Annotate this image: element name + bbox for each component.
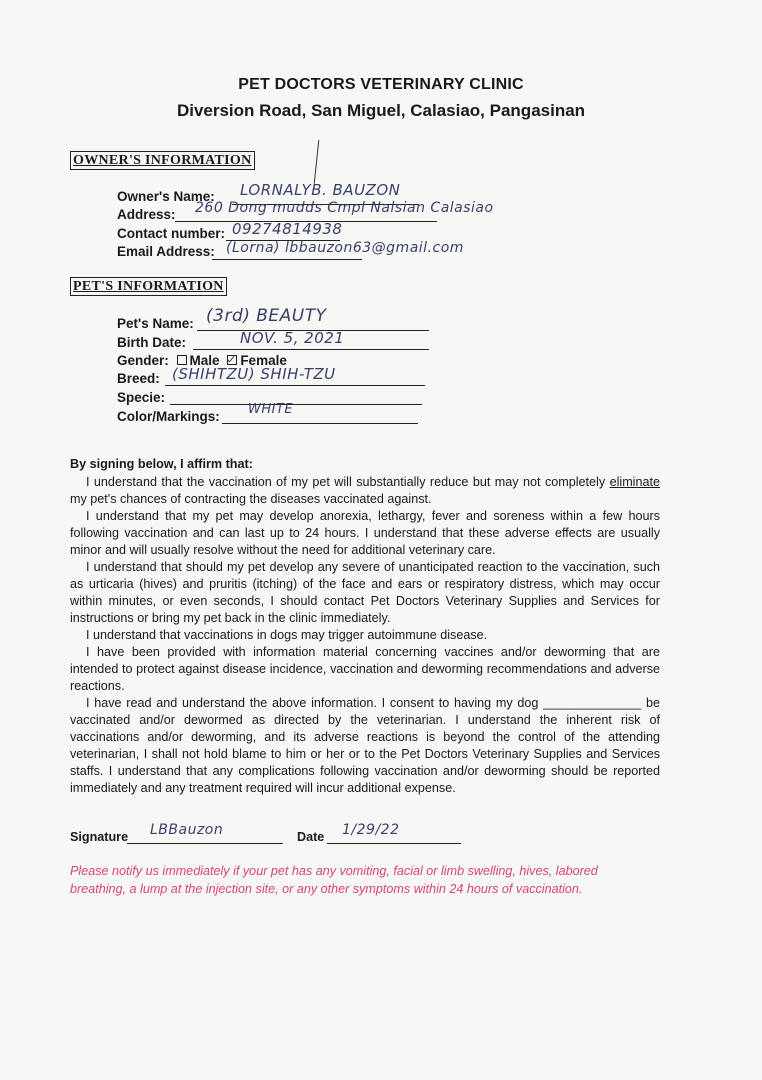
- email-value[interactable]: (Lorna) lbbauzon63@gmail.com: [226, 240, 464, 256]
- signature-label: Signature: [70, 830, 129, 844]
- consent-p1-text: I understand that the vaccination of my pet will substantially reduce but may not completely: [86, 475, 610, 489]
- pet-section-title: PET'S INFORMATION: [70, 277, 227, 296]
- consent-p6-text: I have read and understand the above information. I consent to having my dog: [86, 696, 544, 710]
- notice-text: Please notify us immediately if your pet has any vomiting, facial or limb swelling, hives, labored breathing, a lump at the injection site, or any other symptoms within 24 hours of vaccination.: [70, 864, 598, 896]
- contact-value[interactable]: 09274814938: [232, 220, 343, 238]
- specie-label: Specie:: [117, 390, 166, 405]
- dog-name-blank[interactable]: ______________: [543, 696, 642, 710]
- gender-female-label: Female: [240, 353, 287, 368]
- address-label: Address:: [117, 207, 176, 222]
- consent-p6-text-end: be vaccinated and/or dewormed as directed by the veterinarian. I understand the inherent risk of vaccinations and/or deworming, and its adverse reactions is beyond the control of the attending veterinarian, I shall not hold blame to him or her or to the Pet Doctors Veterinary Supplies and Services staffs. I understand that any complications following vaccination and/or deworming should be reported immediately and any treatment required will incur additional expense.: [70, 696, 660, 795]
- color-markings-line: [222, 423, 418, 424]
- breed-label: Breed:: [117, 371, 160, 386]
- birth-date-label: Birth Date:: [117, 335, 187, 350]
- date-line: [327, 843, 461, 844]
- color-markings-label: Color/Markings:: [117, 409, 220, 424]
- date-value[interactable]: 1/29/22: [342, 822, 400, 838]
- signature-line: [127, 843, 283, 844]
- gender-male-checkbox[interactable]: [177, 355, 187, 365]
- breed-value[interactable]: (SHIHTZU) SHIH-TZU: [172, 365, 336, 383]
- pet-name-label: Pet's Name:: [117, 316, 194, 331]
- pet-name-value[interactable]: (3rd) BEAUTY: [206, 306, 327, 326]
- consent-paragraph-3: I understand that should my pet develop any severe of unanticipated reaction to the vaccination, such as urticaria (hives) and pruritis (itching) of the face and ears or respiratory distress, which may occur within minutes, or even seconds, I should contact Pet Doctors Veterinary Supplies and Services for instructions or bring my pet back in the clinic immediately.: [70, 560, 660, 625]
- consent-paragraph-4: I understand that vaccinations in dogs may trigger autoimmune disease.: [86, 628, 488, 642]
- consent-paragraph-2: I understand that my pet may develop anorexia, lethargy, fever and soreness within a few hours following vaccination and can last up to 24 hours. I understand that these adverse effects are usually minor and will usually resolve without the need for additional veterinary care.: [70, 509, 660, 557]
- consent-paragraph-5: I have been provided with information material concerning vaccines and/or deworming that are intended to protect against disease incidence, vaccination and deworming recommendations and adverse reactions.: [70, 645, 660, 693]
- clinic-address: Diversion Road, San Miguel, Calasiao, Pangasinan: [176, 101, 586, 120]
- email-label: Email Address:: [117, 244, 215, 259]
- owner-name-label: Owner's Name:: [117, 189, 215, 204]
- birth-date-line: [193, 349, 429, 350]
- consent-body: [70, 474, 660, 797]
- signature-value[interactable]: LBBauzon: [150, 822, 224, 838]
- color-markings-value[interactable]: WHITE: [248, 402, 294, 417]
- specie-line[interactable]: [170, 404, 422, 405]
- consent-intro: By signing below, I affirm that:: [70, 457, 253, 471]
- gender-female-checkbox[interactable]: [227, 355, 237, 365]
- contact-label: Contact number:: [117, 226, 225, 241]
- clinic-name: PET DOCTORS VETERINARY CLINIC: [238, 76, 524, 93]
- gender-male-label: Male: [189, 353, 220, 368]
- address-value[interactable]: 260 Dong mudds Cmpl Nalsian Calasiao: [195, 200, 494, 216]
- email-line: [212, 259, 362, 260]
- birth-date-value[interactable]: NOV. 5, 2021: [240, 329, 345, 347]
- pen-stroke: [314, 140, 320, 184]
- gender-label: Gender:: [117, 353, 169, 368]
- owner-section-title: OWNER'S INFORMATION: [70, 151, 255, 170]
- consent-paragraph-1: [70, 474, 660, 508]
- date-label: Date: [297, 830, 325, 844]
- consent-p1-underlined: eliminate: [609, 475, 660, 489]
- breed-line: [165, 385, 425, 386]
- consent-p1-text-end: my pet's chances of contracting the diseases vaccinated against.: [70, 492, 432, 506]
- owner-name-value[interactable]: LORNALYB. BAUZON: [240, 181, 401, 199]
- consent-paragraph-6: [70, 695, 660, 797]
